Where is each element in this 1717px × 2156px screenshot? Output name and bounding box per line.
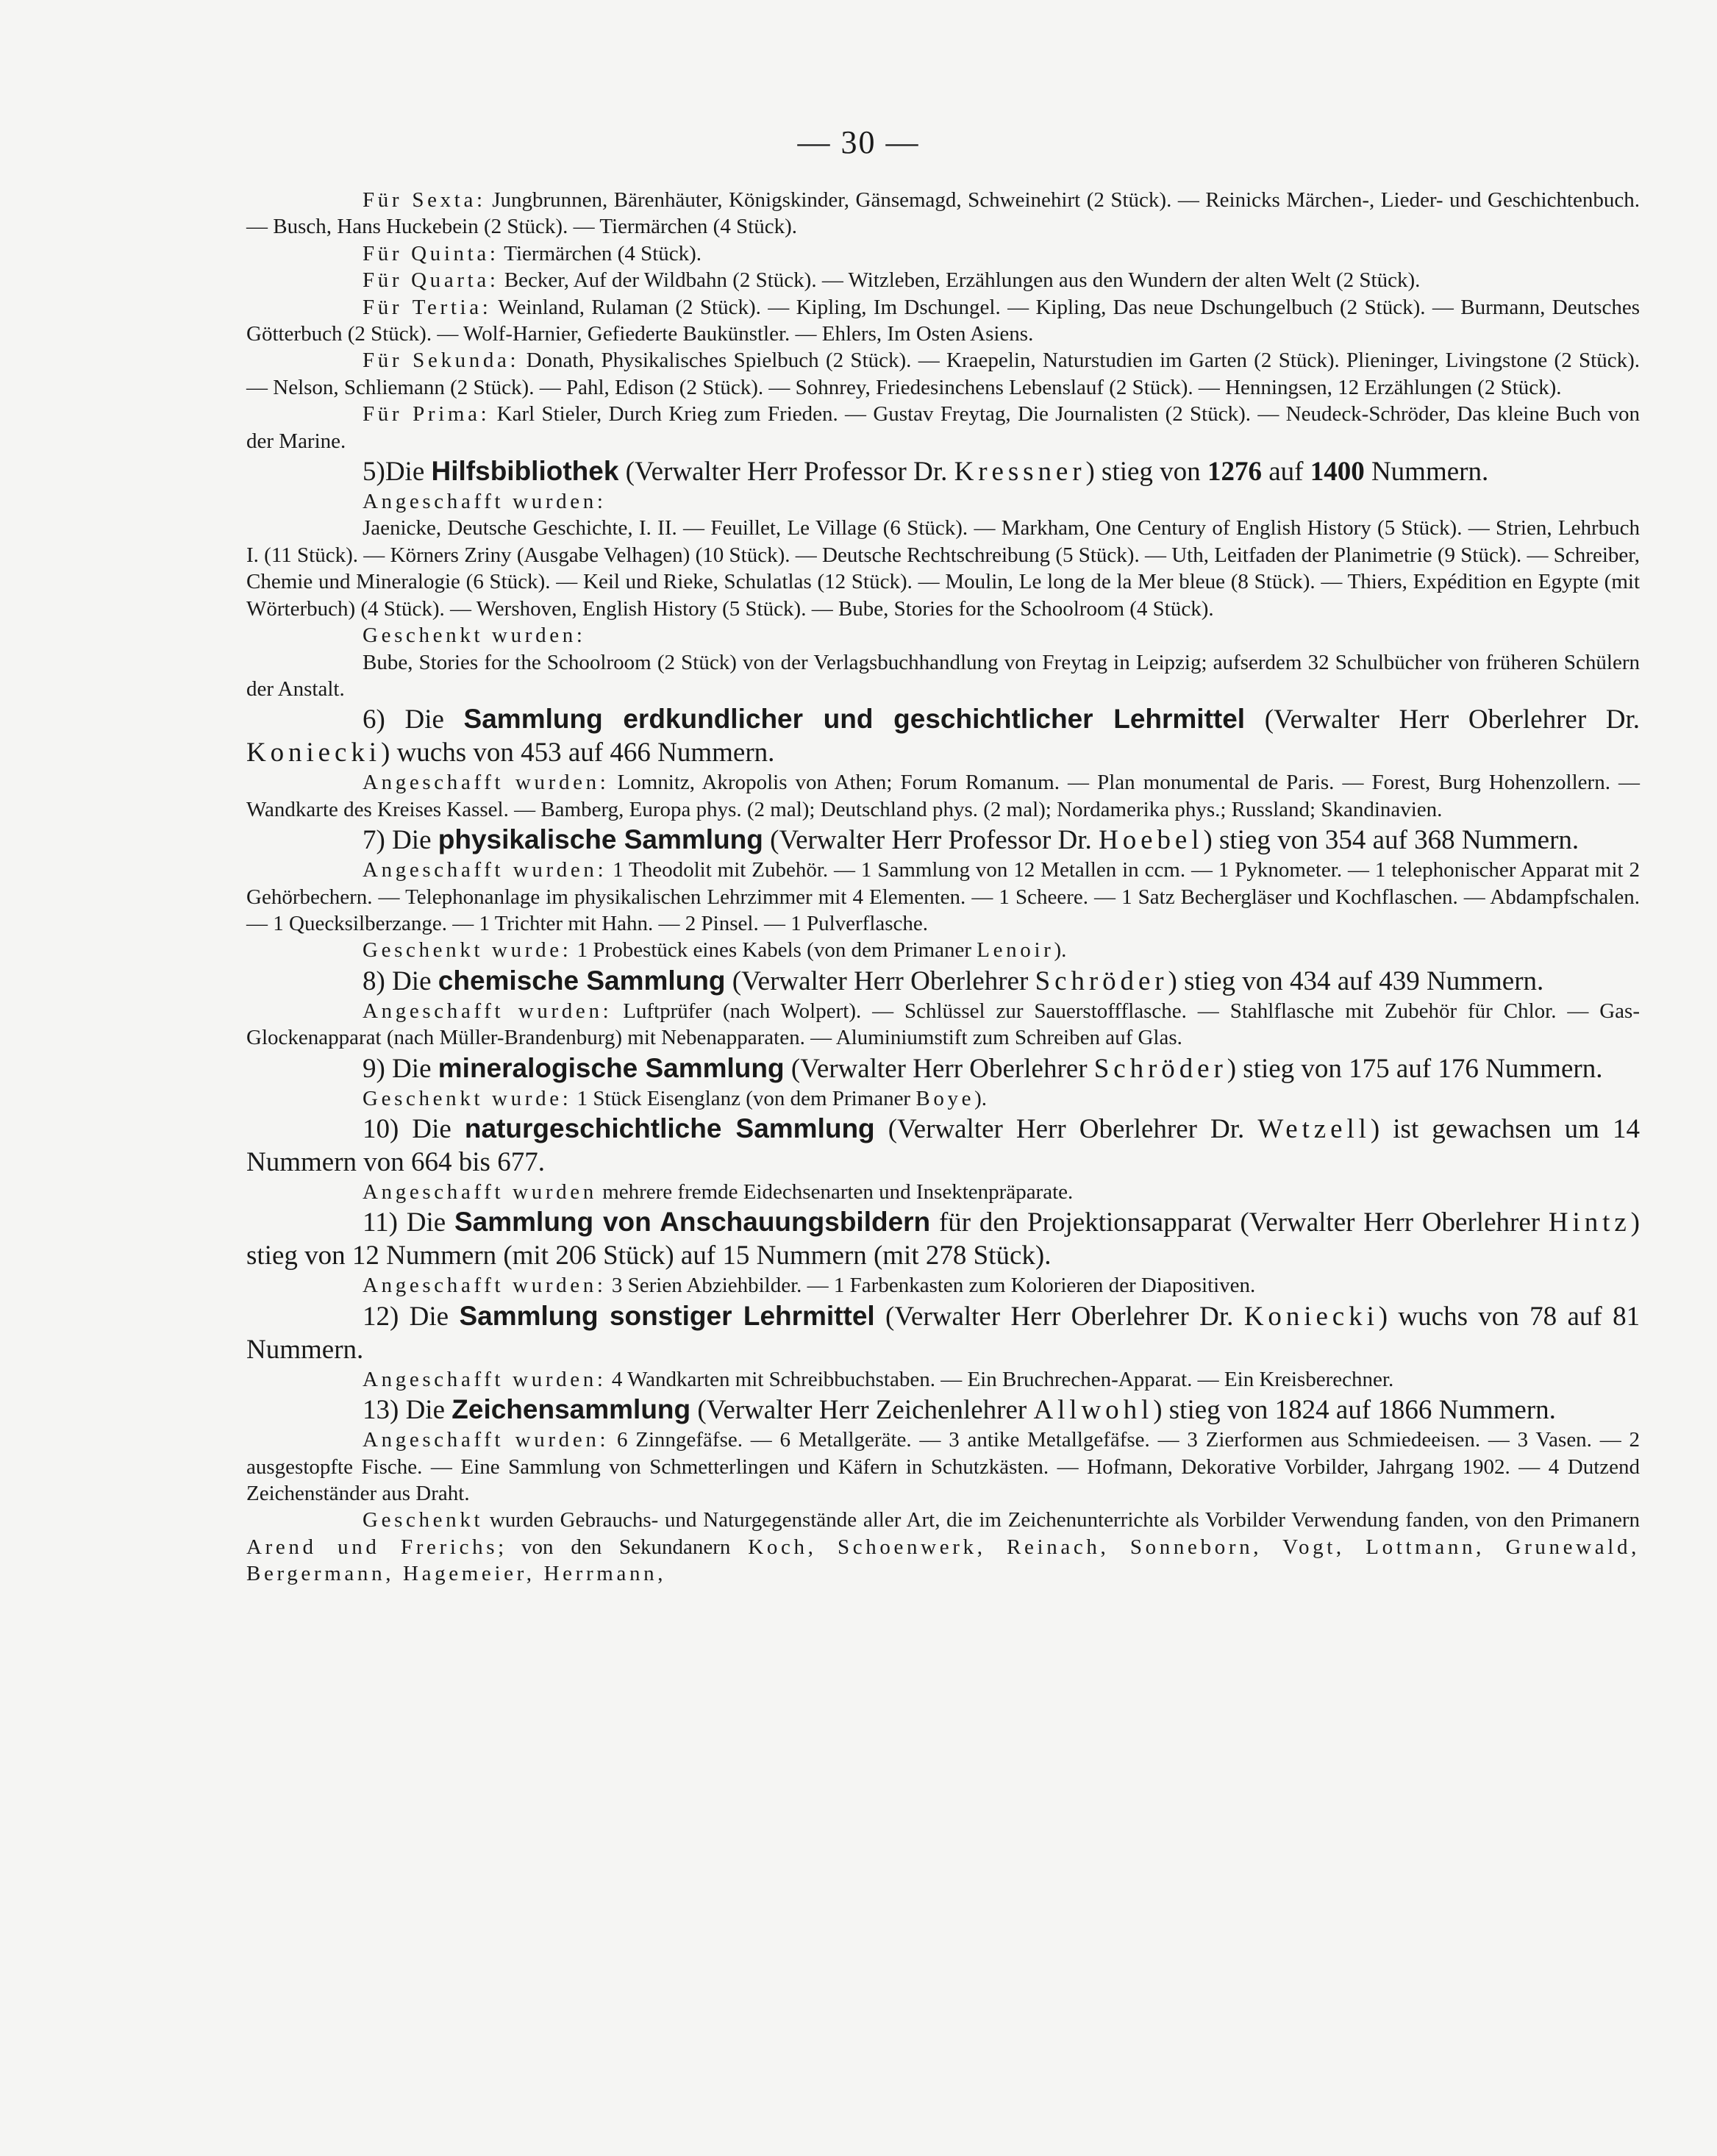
label-quinta: Für Quinta: — [363, 241, 499, 265]
section-13-gift-text: wurden Gebrauchs- und Naturgegenstände aller Art, die im Zeichenunterrichte als Vorbilder Verwendung fanden, von den Primanern — [489, 1508, 1640, 1532]
section-8-admin: (Verwalter Herr Oberlehrer — [732, 965, 1029, 996]
section-13-gift-persons: Arend und Frerichs — [246, 1535, 499, 1559]
section-7-gift-end: ). — [1054, 938, 1067, 963]
section-7-gift-person: Lenoir — [977, 938, 1054, 963]
section-5-text: ) stieg von — [1085, 457, 1201, 488]
section-5-to: 1400 — [1310, 457, 1365, 488]
section-5-admin: (Verwalter Herr Professor Dr. — [625, 457, 948, 488]
section-10-title: naturgeschichtliche Sammlung — [464, 1113, 875, 1143]
section-13-end: Nummern. — [1438, 1395, 1556, 1426]
section-7-acq-label: Angeschafft wurden: — [363, 858, 607, 882]
section-13-to: 1866 — [1377, 1395, 1432, 1426]
text-column — [246, 187, 1640, 1588]
section-7-pre: Die — [392, 825, 432, 856]
section-13-title: Zeichensammlung — [451, 1394, 691, 1425]
section-7-heading — [246, 823, 1640, 857]
section-7-text: ) stieg von — [1203, 825, 1318, 856]
label-tertia: Für Tertia: — [363, 295, 492, 319]
section-5-end: Nummern. — [1371, 457, 1489, 488]
section-5-pre: Die — [385, 457, 425, 488]
section-9-admin: (Verwalter Herr Oberlehrer — [790, 1053, 1088, 1084]
section-13-from: 1824 — [1274, 1395, 1329, 1426]
section-9-number: 9) — [363, 1053, 385, 1084]
section-10-mid: bis — [458, 1146, 490, 1177]
section-10-acquired — [246, 1179, 1640, 1205]
section-8-acq-text: Luftprüfer (nach Wolpert). — Schlüssel zur Sauerstoffflasche. — Stahlflasche mit Zubehör für Chlor. — Gas-Glockenapparat (nach Müller-Brandenburg) mit Nebenapparaten. — Aluminiumstift zum Schreiben auf Glas. — [246, 999, 1640, 1050]
section-12-pre: Die — [409, 1301, 449, 1332]
section-9-title: mineralogische Sammlung — [438, 1052, 785, 1083]
section-11-end: Stück). — [973, 1241, 1052, 1271]
section-12-from: 78 — [1529, 1301, 1557, 1332]
section-5-acq-label: Angeschafft wurden: — [363, 490, 607, 514]
section-12-mid: auf — [1567, 1301, 1602, 1332]
label-prima: Für Prima: — [363, 402, 490, 426]
section-6-end: Nummern. — [657, 738, 775, 768]
section-6-acq-text: Lomnitz, Akropolis von Athen; Forum Romanum. — Plan monumental de Paris. — Forest, Burg Hohenzollern. — Wandkarte des Kreises Kassel. — Bamberg, Europa phys. (2 mal); Deutschland phys. (2 mal); Nordamerika phys.; Russland; Skandinavien. — [246, 771, 1640, 821]
section-6-heading — [246, 702, 1640, 769]
page-number: — 30 — — [797, 124, 920, 160]
section-12-number: 12) — [363, 1301, 399, 1332]
section-7-number: 7) — [363, 825, 385, 856]
section-6-admin: (Verwalter Herr Oberlehrer Dr. — [1264, 704, 1641, 735]
section-9-heading — [246, 1052, 1640, 1085]
section-11-acq-label: Angeschafft wurden: — [363, 1274, 607, 1298]
section-11-pre: Die — [406, 1207, 446, 1238]
section-11-acq-text: 3 Serien Abziehbilder. — 1 Farbenkasten zum Kolorieren der Diapositiven. — [611, 1274, 1256, 1298]
section-8-number: 8) — [363, 965, 385, 996]
section-6-to: 466 — [610, 738, 651, 768]
section-11-text: ) stieg von 12 Nummern (mit — [246, 1207, 1640, 1271]
section-12-title: Sammlung sonstiger Lehrmittel — [459, 1300, 875, 1331]
section-10-pre: Die — [412, 1113, 451, 1144]
section-8-title: chemische Sammlung — [438, 965, 726, 996]
section-5-from: 1276 — [1207, 457, 1262, 488]
section-10-number: 10) — [363, 1113, 399, 1144]
section-6-number: 6) — [363, 704, 385, 735]
section-10-text: ) ist gewachsen um 14 Nummern von — [246, 1113, 1641, 1177]
section-6-acquired — [246, 769, 1640, 823]
section-5-gift — [246, 622, 1640, 649]
section-6-pre: Die — [404, 704, 444, 735]
section-6-from: 453 — [521, 738, 562, 768]
section-5-acquired-list — [246, 515, 1640, 622]
paragraph-quinta — [246, 240, 1640, 267]
section-12-acq-text: 4 Wandkarten mit Schreibbuchstaben. — Ein Bruchrechen-Apparat. — Ein Kreisberechner. — [611, 1367, 1394, 1391]
section-13-pre: Die — [405, 1395, 446, 1426]
section-5-gift-label: Geschenkt wurden: — [363, 624, 586, 648]
section-9-gift-end: ). — [974, 1086, 988, 1110]
section-8-acquired — [246, 998, 1640, 1052]
section-13-admin: (Verwalter Herr Zeichenlehrer — [697, 1395, 1027, 1426]
section-8-end: Nummern. — [1427, 965, 1544, 996]
section-12-acq-label: Angeschafft wurden: — [363, 1367, 607, 1391]
section-7-acquired — [246, 857, 1640, 937]
section-10-heading — [246, 1112, 1640, 1179]
section-10-person: Wetzell — [1257, 1113, 1371, 1144]
section-9-end: Nummern. — [1485, 1053, 1603, 1084]
section-9-gift — [246, 1085, 1640, 1112]
section-6-text: ) wuchs von — [381, 738, 514, 768]
section-13-text: ) stieg von — [1153, 1395, 1268, 1426]
section-7-end: Nummern. — [1461, 825, 1579, 856]
section-13-gift-label: Geschenkt — [363, 1508, 484, 1532]
section-13-mid: auf — [1335, 1395, 1371, 1426]
label-sekunda: Für Sekunda: — [363, 349, 520, 373]
paragraph-sekunda — [246, 347, 1640, 401]
section-13-number: 13) — [363, 1395, 399, 1426]
paragraph-prima — [246, 401, 1640, 454]
section-5-number: 5) — [363, 457, 385, 488]
text-tertia: Weinland, Rulaman (2 Stück). — Kipling, Im Dschungel. — Kipling, Das neue Dschungelbuch (2 Stück). — Burmann, Deutsches Götterbuch (2 Stück). — Wolf-Harnier, Gefiederte Baukünstler. — Ehlers, Im Osten Asiens. — [246, 295, 1640, 346]
section-11-number: 11) — [363, 1207, 398, 1238]
section-11-mid: Stück) auf 15 Nummern (mit — [603, 1241, 919, 1271]
text-quinta: Tiermärchen (4 Stück). — [504, 241, 702, 265]
section-12-person: Koniecki — [1243, 1301, 1379, 1332]
section-7-gift — [246, 937, 1640, 963]
section-5-gift-text: Bube, Stories for the Schoolroom (2 Stück) von der Verlagsbuchhandlung von Freytag in Leipzig; aufserdem 32 Schulbücher von früheren Schülern der Anstalt. — [246, 650, 1640, 701]
section-12-to: 81 — [1613, 1301, 1641, 1332]
section-10-from: 664 — [411, 1146, 452, 1177]
section-5-title: Hilfsbibliothek — [431, 456, 619, 487]
section-6-title: Sammlung erdkundlicher und geschichtlicher Lehrmittel — [463, 704, 1246, 735]
section-10-admin: (Verwalter Herr Oberlehrer Dr. — [888, 1113, 1245, 1144]
section-13-heading — [246, 1393, 1640, 1427]
section-8-person: Schröder — [1035, 965, 1168, 996]
text-quarta: Becker, Auf der Wildbahn (2 Stück). — Witzleben, Erzählungen aus den Wundern der alten Welt (2 Stück). — [504, 268, 1421, 293]
section-9-gift-label: Geschenkt wurde: — [363, 1086, 572, 1110]
section-11-to: 278 — [925, 1241, 967, 1271]
paragraph-quarta — [246, 267, 1640, 293]
section-13-acq-text: 6 Zinngefäfse. — 6 Metallgeräte. — 3 antike Metallgefäfse. — 3 Zierformen aus Schmiedeeisen. — 3 Vasen. — 2 ausgestopfte Fische. — Eine Sammlung von Schmetterlingen und Käfern in Schutzkästen. — Hofmann, Dekorative Vorbilder, Jahrgang 1902. — 4 Dutzend Zeichenständer aus Draht. — [246, 1428, 1641, 1505]
paragraph-tertia — [246, 294, 1640, 348]
section-11-person: Hintz — [1548, 1207, 1631, 1238]
section-12-text: ) wuchs von — [1378, 1301, 1519, 1332]
section-8-text: ) stieg von — [1168, 965, 1283, 996]
section-6-person: Koniecki — [246, 738, 381, 768]
section-8-from: 434 — [1290, 965, 1331, 996]
section-11-from: 206 — [555, 1241, 596, 1271]
section-13-acq-label: Angeschafft wurden: — [363, 1428, 610, 1452]
paragraph-sexta — [246, 187, 1640, 240]
section-13-person: Allwohl — [1033, 1395, 1154, 1426]
section-7-gift-label: Geschenkt wurde: — [363, 938, 572, 963]
section-12-admin: (Verwalter Herr Oberlehrer Dr. — [885, 1301, 1234, 1332]
section-13-gift — [246, 1507, 1640, 1587]
section-7-to: 368 — [1414, 825, 1455, 856]
section-8-acq-label: Angeschafft wurden: — [363, 999, 613, 1023]
section-9-person: Schröder — [1093, 1053, 1227, 1084]
section-11-acquired — [246, 1272, 1640, 1299]
text-prima: Karl Stieler, Durch Krieg zum Frieden. — Gustav Freytag, Die Journalisten (2 Stück). — Neudeck-Schröder, Das kleine Buch von der Marine. — [246, 402, 1641, 453]
section-5-gift-list — [246, 649, 1640, 703]
section-5-heading — [246, 454, 1640, 488]
section-10-acq-text: mehrere fremde Eidechsenarten und Insektenpräparate. — [602, 1179, 1074, 1204]
section-9-mid: auf — [1396, 1053, 1432, 1084]
section-13-acquired — [246, 1427, 1640, 1507]
section-9-gift-person: Boye — [915, 1086, 975, 1110]
section-5-acq-text: Jaenicke, Deutsche Geschichte, I. II. — Feuillet, Le Village (6 Stück). — Markham, One Century of English History (5 Stück). — Strien, Lehrbuch I. (11 Stück). — Körners Zriny (Ausgabe Velhagen) (10 Stück). — Deutsche Rechtschreibung (5 Stück). — Uth, Leitfaden der Planimetrie (9 Stück). — Schreiber, Chemie und Mineralogie (6 Stück). — Keil und Rieke, Schulatlas (12 Stück). — Moulin, Le long de la Mer bleue (8 Stück). — Thiers, Expédition en Egypte (mit Wörterbuch) (4 Stück). — Wershoven, English History (5 Stück). — Bube, Stories for the Schoolroom (4 Stück). — [246, 516, 1640, 621]
section-9-pre: Die — [392, 1053, 432, 1084]
text-sexta: Jungbrunnen, Bärenhäuter, Königskinder, Gänsemagd, Schweinehirt (2 Stück). — Reinicks Märchen-, Lieder- und Geschichtenbuch. — Busch, Hans Huckebein (2 Stück). — Tiermärchen (4 Stück). — [246, 188, 1641, 239]
section-5-person: Kressner — [954, 457, 1086, 488]
section-12-heading — [246, 1299, 1640, 1366]
section-9-from: 175 — [1349, 1053, 1390, 1084]
section-5-acquired — [246, 488, 1640, 515]
section-8-mid: auf — [1337, 965, 1372, 996]
section-5-mid: auf — [1268, 457, 1304, 488]
section-7-acq-text: 1 Theodolit mit Zubehör. — 1 Sammlung von 12 Metallen in ccm. — 1 Pyknometer. — 1 telephonischer Apparat mit 2 Gehörbechern. — Telephonanlage im physikalischen Lehrzimmer mit 4 Elementen. — 1 Scheere. — 1 Satz Bechergläser und Kochflaschen. — Abdampfschalen. — 1 Quecksilberzange. — 1 Trichter mit Hahn. — 2 Pinsel. — 1 Pulverflasche. — [246, 858, 1640, 935]
section-6-acq-label: Angeschafft wurden: — [363, 771, 610, 795]
section-7-mid: auf — [1372, 825, 1407, 856]
section-13-gift-text-2: ; von den Sekundanern — [498, 1535, 731, 1559]
label-sexta: Für Sexta: — [363, 188, 486, 212]
section-8-pre: Die — [392, 965, 432, 996]
section-9-text: ) stieg von — [1227, 1053, 1342, 1084]
section-8-heading — [246, 964, 1640, 998]
section-7-from: 354 — [1324, 825, 1366, 856]
section-12-acquired — [246, 1366, 1640, 1393]
label-quarta: Für Quarta: — [363, 268, 499, 293]
section-11-heading — [246, 1205, 1640, 1272]
section-7-gift-text: 1 Probestück eines Kabels (von dem Primaner — [577, 938, 972, 963]
section-12-end: Nummern. — [246, 1334, 364, 1365]
section-10-acq-label: Angeschafft wurden — [363, 1179, 597, 1204]
section-9-gift-text: 1 Stück Eisenglanz (von dem Primaner — [577, 1086, 911, 1110]
section-7-person: Hoebel — [1099, 825, 1204, 856]
section-11-title: Sammlung von Anschauungsbildern — [454, 1207, 931, 1238]
section-7-title: physikalische Sammlung — [438, 824, 763, 855]
text-sekunda: Donath, Physikalisches Spielbuch (2 Stück). — Kraepelin, Naturstudien im Garten (2 Stück). Plieninger, Livingstone (2 Stück). — Nelson, Schliemann (2 Stück). — Pahl, Edison (2 Stück). — Sohnrey, Friedesinchens Lebenslauf (2 Stück). — Henningsen, 12 Erzählungen (2 Stück). — [246, 349, 1640, 399]
section-13-gift-persons-2: Koch, Schoenwerk, Reinach, Sonneborn, Vogt, Lottmann, Grunewald, Bergermann, Hagemeier, Herrmann, — [246, 1535, 1640, 1586]
section-11-admin: für den Projektionsapparat (Verwalter Herr Oberlehrer — [938, 1207, 1541, 1238]
section-7-admin: (Verwalter Herr Professor Dr. — [770, 825, 1092, 856]
section-6-mid: auf — [568, 738, 604, 768]
section-10-to: 677. — [497, 1146, 545, 1177]
section-8-to: 439 — [1379, 965, 1420, 996]
section-9-to: 176 — [1438, 1053, 1479, 1084]
